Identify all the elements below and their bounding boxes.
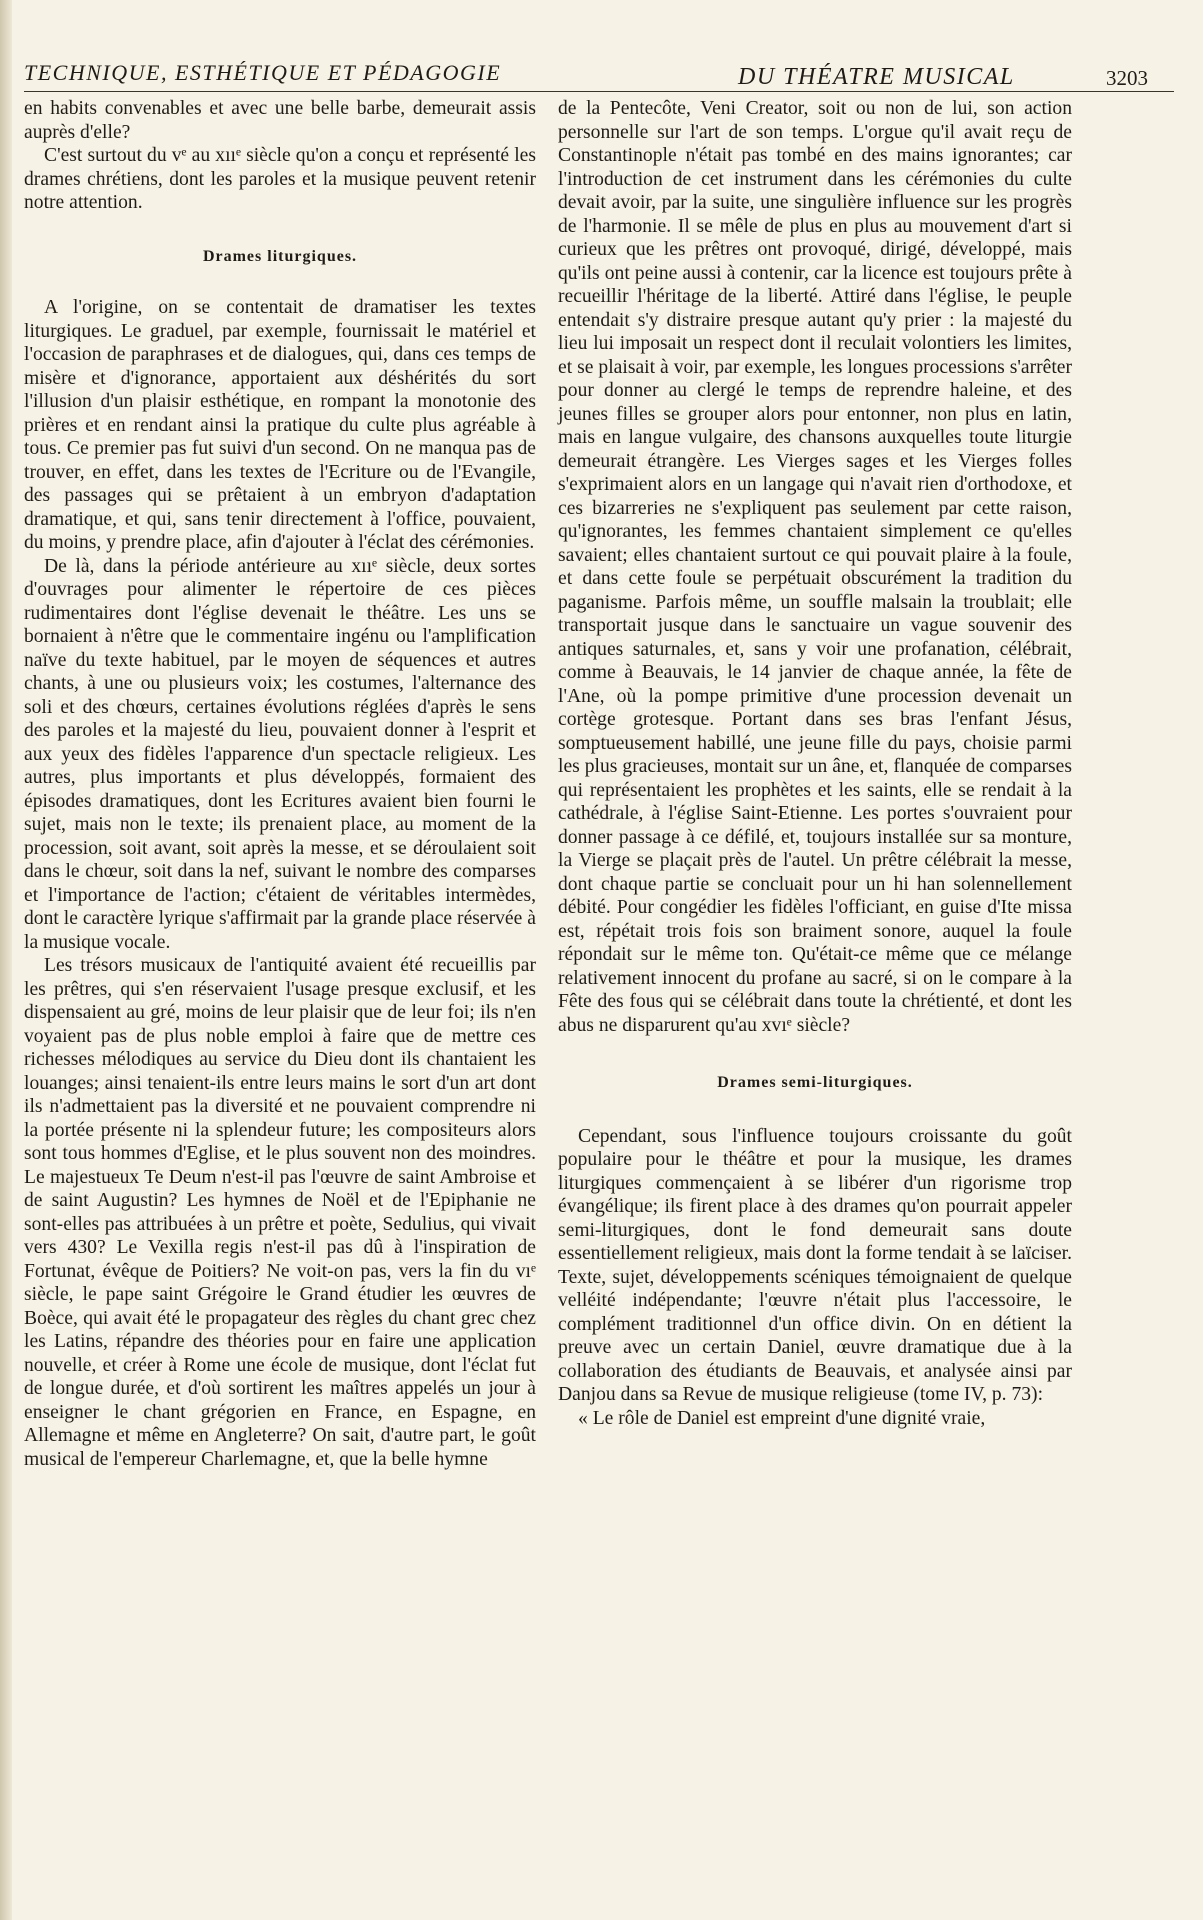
running-header [24,56,1174,90]
paragraph: en habits convenables et avec une belle barbe, demeurait assis auprès d'elle? [24,98,536,143]
section-heading: Drames liturgiques. [202,247,358,265]
section-heading: Drames semi-liturgiques. [717,1074,913,1091]
header-right-title: DU THÉATRE MUSICAL [738,64,1015,90]
paragraph: C'est surtout du vᵉ au xııᵉ siècle qu'on a conçu et représenté les drames chrétiens, dont les paroles et la musique peuvent retenir notre attention. [24,145,536,213]
paragraph: « Le rôle de Daniel est empreint d'une dignité vraie, [578,1407,986,1429]
paragraph: de la Pentecôte, Veni Creator, soit ou non de lui, son action personnelle sur l'art de son temps. L'orgue qu'il avait reçu de Constantinople n'était pas tombé en des mains ignorantes; car l'introduction de cet instrument dans les cérémonies du culte devait avoir, par la suite, une singulière influence sur les progrès de l'harmonie. Il se mêle de plus en plus au mouvement d'art si curieux que les prêtres ont provoqué, dirigé, développé, mais qu'ils ont peine aussi à contenir, car la licence est toujours prête à recueillir l'héritage de la liberté. Attiré dans l'église, le peuple entendait s'y distraire presque autant qu'y prier : la majesté du lieu lui imposait un respect dont il reculait volontiers les limites, et se plaisait à voir, par exemple, les longues processions s'arrêter pour donner au clergé le temps de reprendre haleine, et des jeunes filles se grouper alors pour entonner, non plus en latin, mais en langue vulgaire, des chansons auxquelles toute liturgie demeurait étrangère. Les Vierges sages et les Vierges folles s'exprimaient alors en un langage qui n'avait rien d'orthodoxe, et ces bizarreries ne s'expliquent pas seulement par cette raison, qu'ignorantes, les femmes chantaient simplement ce qu'elles savaient; elles chantaient surtout ce qui pouvait plaire à la foule, et dans cette foule se perpétuait obscurément la tradition du paganisme. Parfois même, un souffle malsain la troublait; elle transportait jusque dans le sanctuaire un vague souvenir des antiques saturnales, et, sans y voir une profanation, célébrait, comme à Beauvais, le 14 janvier de chaque année, la fête de l'Ane, où la pompe primitive d'une procession devenait un cortège grotesque. Portant dans ses bras l'enfant Jésus, somptueusement habillé, une jeune fille du pays, choisie parmi les plus gracieuses, montait sur un âne, et, flanquée de comparses qui représentaient les prophètes et les saints, elle se rendait à la cathédrale, à l'église Saint-Etienne. Les portes s'ouvraient pour donner passage à ce défilé, et, toujours installée sur sa monture, la Vierge se plaçait près de l'autel. Un prêtre célébrait la messe, dont chaque partie se concluait pour un hi han solennellement débité. Pour congédier les fidèles l'officiant, en guise d'Ite missa est, répétait trois fois son braiment sonore, auquel la foule répondait sur le même ton. Qu'était-ce même que ce mélange relativement innocent du profane au sacré, si on le compare à la Fête des fous qui se célébrait dans toute la chrétienté, et dont les abus ne disparurent qu'au xvıᵉ siècle? [558,98,1072,1036]
paragraph: Les trésors musicaux de l'antiquité avaient été recueillis par les prêtres, qui s'en réservaient l'usage presque exclusif, et les dispensaient au gré, moins de leur plaisir que de leur foi; ils n'en voyaient pas de plus noble emploi à faire que de mettre ces richesses mélodiques au service du Dieu dont ils chantaient les louanges; ainsi tenaient-ils entre leurs mains le sort d'un art dont ils n'admettaient pas la diversité et ne pouvaient comprendre ni la portée présente ni la splendeur future; les compositeurs alors sont tous hommes d'Eglise, et le plus souvent non des moindres. Le majestueux Te Deum n'est-il pas l'œuvre de saint Ambroise et de saint Augustin? Les hymnes de Noël et de l'Epiphanie ne sont-elles pas attribuées à un prêtre et poète, Sedulius, qui vivait vers 430? Le Vexilla regis n'est-il pas dû à l'inspiration de Fortunat, évêque de Poitiers? Ne voit-on pas, vers la fin du vıᵉ siècle, le pape saint Grégoire le Grand étudier les œuvres de Boèce, qui avait été le propagateur des règles du chant grec chez les Latins, répandre des théories pour en faire une application nouvelle, et créer à Rome une école de musique, dont l'éclat fut de longue durée, et d'où sortirent les maîtres appelés un jour à enseigner le chant grégorien en France, en Espagne, en Allemagne et même en Angleterre? On sait, d'autre part, le goût musical de l'empereur Charlemagne, et, que la belle hymne [24,955,536,1470]
paragraph: A l'origine, on se contentait de dramatiser les textes liturgiques. Le graduel, par exemple, fournissait le matériel et l'occasion de paraphrases et de dialogues, qui, dans ces temps de misère et d'ignorance, apportaient aux déshérités du sort l'illusion d'un plaisir esthétique, en rompant la monotonie des prières et en rendant ainsi la pratique du culte plus agréable à tous. Ce premier pas fut suivi d'un second. On ne manqua pas de trouver, en effet, dans les textes de l'Ecriture ou de l'Evangile, des passages qui se prêtaient à un embryon d'adaptation dramatique, et qui, sans tenir directement à l'office, pouvaient, du moins, y prendre place, afin d'ajouter à l'éclat des cérémonies. [24,297,536,553]
page-number: 3203 [1106,66,1148,90]
paragraph: De là, dans la période antérieure au xııᵉ siècle, deux sortes d'ouvrages pour alimenter le répertoire de ces pièces rudimentaires dont l'église devenait le théâtre. Les uns se bornaient à n'être que le commentaire ingénu ou l'amplification naïve du texte habituel, par le moyen de séquences et autres chants, à une ou plusieurs voix; les costumes, l'alternance des soli et des chœurs, certaines évolutions réglées d'après le sens des paroles et la majesté du lieu, pouvaient donner à l'esprit et aux yeux des fidèles l'apparence d'un spectacle religieux. Les autres, plus importants et plus développés, formaient des épisodes dramatiques, dont les Ecritures avaient bien fourni le sujet, mais non le texte; ils prenaient place, au moment de la procession, soit avant, soit après la messe, et se déroulaient soit dans le chœur, soit dans la nef, suivant le nombre des comparses et l'importance de l'action; c'étaient de véritables intermèdes, dont le caractère lyrique s'affirmait par la grande place réservée à la musique vocale. [24,555,536,953]
right-column [558,97,1072,1430]
header-left-title: TECHNIQUE, ESTHÉTIQUE ET PÉDAGOGIE [24,60,502,85]
header-rule [24,91,1174,92]
paragraph: Cependant, sous l'influence toujours croissante du goût populaire pour le théâtre et pour la musique, les drames liturgiques commençaient à se libérer d'un rigorisme trop évangélique; ils firent place à des drames qu'on pourrait appeler semi-liturgiques, dont le fond demeurait sans doute essentiellement religieux, mais dont la forme tendait à se laïciser. Texte, sujet, développements scéniques témoignaient de quelque velléité indépendante; l'œuvre n'était plus l'accessoire, le complément traditionnel d'un office divin. On en détient la preuve avec un certain Daniel, œuvre dramatique due à la collaboration des étudiants de Beauvais, et analysée ainsi par Danjou dans sa Revue de musique religieuse (tome IV, p. 73): [558,1125,1072,1405]
page-edge [0,0,12,1920]
left-column [24,97,536,1471]
